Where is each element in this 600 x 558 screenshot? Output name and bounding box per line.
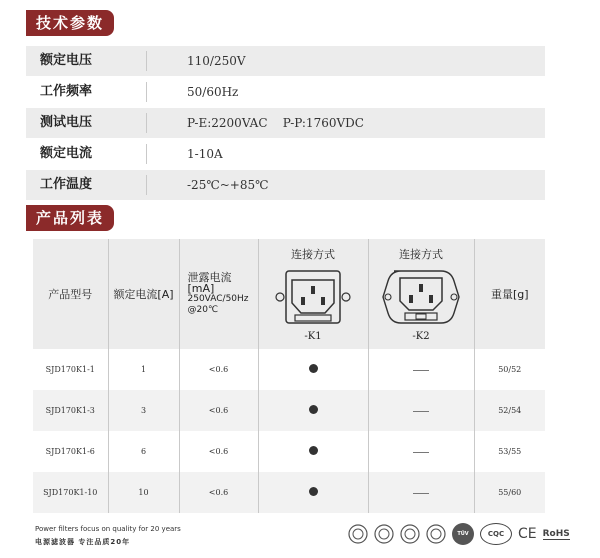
cell-model: SJD170K1-3 (33, 390, 108, 431)
spec-label: 工作频率 (26, 82, 147, 102)
cell-k1 (258, 431, 368, 472)
spec-row (26, 170, 545, 200)
iec-inlet-k2-icon (381, 268, 461, 326)
header-connection-k2 (368, 239, 474, 349)
header-current: 额定电流[A] (108, 239, 179, 349)
table-row (33, 472, 545, 513)
spec-value: 1-10A (187, 147, 223, 161)
table-row (33, 390, 545, 431)
table-row (33, 349, 545, 390)
conn-k1-title: 连接方式 (291, 248, 335, 261)
tuv-logo-icon: TÜV (452, 523, 474, 545)
header-leakage-line3: @20℃ (187, 305, 219, 315)
dash-icon (413, 370, 429, 371)
seal-icon (426, 524, 446, 544)
cell-current: 1 (108, 349, 179, 390)
spec-value: 110/250V (187, 54, 246, 68)
products-section-title: 产品列表 (26, 205, 114, 231)
spec-value: 50/60Hz (187, 85, 239, 99)
product-table-header (33, 239, 545, 349)
spec-value: -25℃~+85℃ (187, 178, 269, 192)
cell-k2 (368, 431, 474, 472)
cell-current: 6 (108, 431, 179, 472)
dash-icon (413, 411, 429, 412)
specs-section-title: 技术参数 (26, 10, 114, 36)
seal-icon (400, 524, 420, 544)
product-table (33, 239, 545, 513)
cell-weight: 53/55 (498, 447, 522, 456)
cell-k2 (368, 349, 474, 390)
spec-row (26, 108, 545, 138)
table-row (33, 431, 545, 472)
cell-model: SJD170K1-6 (33, 431, 108, 472)
conn-k2-code: -K2 (412, 331, 430, 342)
cell-leakage: <0.6 (179, 390, 258, 431)
cell-current: 10 (108, 472, 179, 513)
dash-icon (413, 493, 429, 494)
cell-k1 (258, 390, 368, 431)
cell-weight: 52/54 (474, 390, 545, 431)
cell-k2 (368, 390, 474, 431)
spec-value: P-E:2200VAC P-P:1760VDC (187, 116, 364, 130)
cell-weight: 50/52 (498, 365, 522, 374)
filled-dot-icon (309, 487, 318, 496)
seal-icon (374, 524, 394, 544)
spec-label: 测试电压 (26, 113, 147, 133)
cell-model: SJD170K1-10 (33, 472, 108, 513)
iec-inlet-k1-icon (273, 268, 353, 326)
ce-mark-icon: CE (518, 526, 537, 542)
specs-table (26, 46, 545, 201)
cell-leakage: <0.6 (179, 431, 258, 472)
header-model: 产品型号 (33, 239, 108, 349)
spec-label: 额定电流 (26, 144, 147, 164)
spec-label: 工作温度 (26, 175, 147, 195)
spec-row (26, 139, 545, 169)
cqc-logo-icon: CQC (480, 523, 512, 545)
seal-icon (348, 524, 368, 544)
cell-current: 3 (108, 390, 179, 431)
filled-dot-icon (309, 446, 318, 455)
conn-k2-title: 连接方式 (399, 248, 443, 261)
header-connection-k1 (258, 239, 368, 349)
footer-slogan-en: Power filters focus on quality for 20 years (35, 525, 181, 533)
header-leakage-line2: 250VAC/50Hz (187, 294, 249, 304)
filled-dot-icon (309, 364, 318, 373)
conn-k1-code: -K1 (304, 331, 322, 342)
cell-k1 (258, 349, 368, 390)
rohs-logo-icon: RoHS (542, 528, 570, 539)
filled-dot-icon (309, 405, 318, 414)
certification-logos (348, 523, 570, 545)
spec-row (26, 46, 545, 76)
cell-k1 (258, 472, 368, 513)
dash-icon (413, 452, 429, 453)
header-leakage-line1: 泄露电流[mA] (187, 271, 232, 295)
header-weight: 重量[g] (474, 239, 545, 349)
cell-leakage: <0.6 (179, 349, 258, 390)
cell-k2 (368, 472, 474, 513)
spec-label: 额定电压 (26, 51, 147, 71)
cell-weight: 55/60 (474, 472, 545, 513)
cell-model: SJD170K1-1 (33, 349, 108, 390)
footer-slogan-cn: 电源滤波器 专注品质20年 (35, 538, 131, 546)
header-leakage (179, 239, 258, 349)
cell-leakage: <0.6 (179, 472, 258, 513)
spec-row (26, 77, 545, 107)
